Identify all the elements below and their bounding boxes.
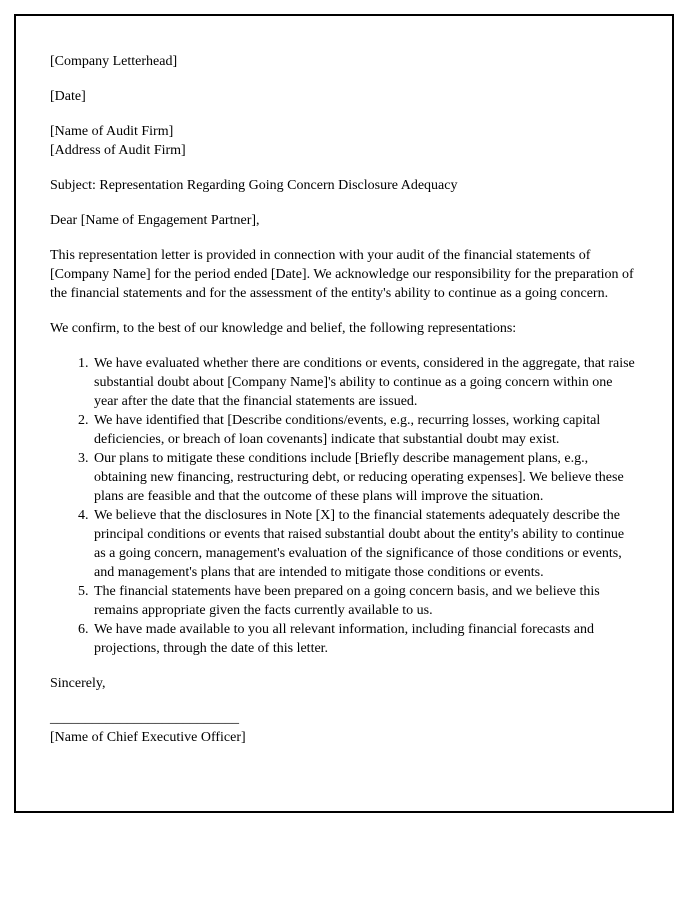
company-letterhead: [Company Letterhead] [50, 54, 178, 69]
representation-item: 5. The financial statements have been prepared on a going concern basis, and we believe this remains appropriate given the facts currently available to us. [92, 582, 638, 620]
audit-firm-name: [Name of Audit Firm] [50, 124, 174, 139]
confirmation-lead: We confirm, to the best of our knowledge and belief, the following representations: [50, 321, 517, 336]
letter-page [14, 14, 674, 813]
representation-item: 6. We have made available to you all relevant information, including financial forecasts and projections, through the date of this letter. [92, 620, 638, 658]
closing: Sincerely, [50, 676, 106, 691]
representation-item: 1. We have evaluated whether there are conditions or events, considered in the aggregate, that raise substantial doubt about [Company Name]'s ability to continue as a going concern within one year after the date that the financial statements are issued. [92, 354, 638, 411]
signatory-name: [Name of Chief Executive Officer] [50, 730, 246, 745]
salutation: Dear [Name of Engagement Partner], [50, 213, 260, 228]
signature-line: ___________________________ [50, 711, 239, 726]
representation-item: 3. Our plans to mitigate these conditions include [Briefly describe management plans, e.g., obtaining new financing, restructuring debt, or reducing operating expenses]. We believe these plans are feasible and that the outcome of these plans will improve the situation. [92, 449, 638, 506]
subject-line: Subject: Representation Regarding Going Concern Disclosure Adequacy [50, 178, 458, 193]
representations-list [50, 354, 638, 658]
audit-firm-address: [Address of Audit Firm] [50, 143, 186, 158]
intro-paragraph: This representation letter is provided in connection with your audit of the financial statements of [Company Name] for the period ended [Date]. We acknowledge our responsibility for the preparation of the financial statements and for the assessment of the entity's ability to continue as a going concern. [50, 248, 634, 301]
letter-date: [Date] [50, 89, 86, 104]
representation-item: 2. We have identified that [Describe conditions/events, e.g., recurring losses, working capital deficiencies, or breach of loan covenants] indicate that substantial doubt may exist. [92, 411, 638, 449]
representation-item: 4. We believe that the disclosures in Note [X] to the financial statements adequately describe the principal conditions or events that raised substantial doubt about the entity's ability to continue as a going concern, management's evaluation of the significance of those conditions or events, and management's plans that are intended to mitigate those conditions or events. [92, 506, 638, 582]
